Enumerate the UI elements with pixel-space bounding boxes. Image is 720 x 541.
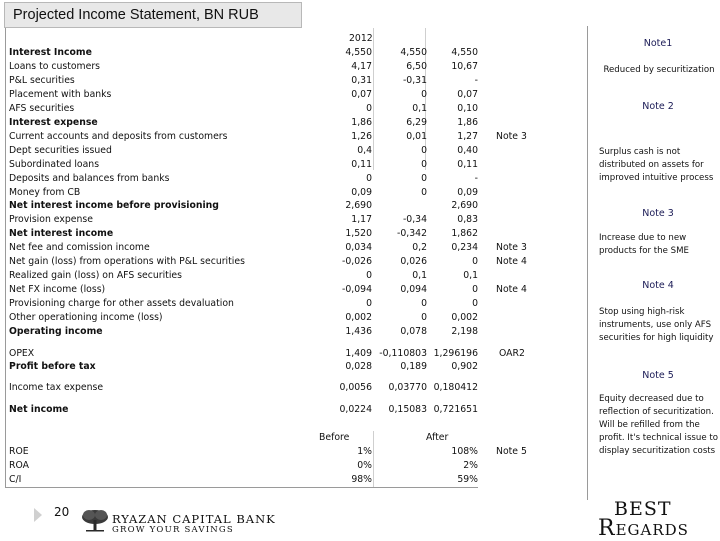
value-change: 0 bbox=[421, 172, 427, 184]
best-logo-text: BEST bbox=[614, 498, 672, 520]
value-change: -0,110803 bbox=[379, 348, 427, 359]
value-change: 4,550 bbox=[400, 47, 427, 58]
value-projected: 0,83 bbox=[457, 214, 478, 226]
value-2012: 1,86 bbox=[351, 116, 372, 128]
row-label: Current accounts and deposits from customers bbox=[9, 130, 228, 142]
value-2012: 1,409 bbox=[345, 348, 372, 359]
value-projected: 0,11 bbox=[457, 158, 478, 170]
bank-name: RYAZAN CAPITAL BANK bbox=[112, 512, 276, 526]
value-2012: 0,034 bbox=[345, 242, 372, 254]
row-label: P&L securities bbox=[9, 74, 75, 86]
value-2012: 0,0224 bbox=[339, 404, 372, 415]
value-projected: - bbox=[474, 74, 478, 86]
row-label: Net interest income before provisioning bbox=[9, 200, 219, 212]
value-change: -0,31 bbox=[402, 74, 427, 86]
value-change: 0,01 bbox=[406, 130, 427, 142]
row-label: Deposits and balances from banks bbox=[9, 172, 170, 184]
value-2012: 0,11 bbox=[351, 158, 372, 170]
note-body: Reduced by securitization bbox=[603, 65, 715, 75]
row-label: Net fee and comission income bbox=[9, 242, 150, 254]
note-title: Note 2 bbox=[642, 101, 674, 112]
value-change: 0,1 bbox=[412, 102, 427, 114]
value-2012: 0 bbox=[366, 270, 372, 282]
note-title: Note 3 bbox=[642, 208, 674, 219]
ratio-after: 2% bbox=[463, 460, 478, 471]
value-projected: 0,09 bbox=[457, 186, 478, 198]
value-2012: 0 bbox=[366, 102, 372, 114]
value-change: 6,50 bbox=[406, 60, 427, 72]
row-label: Placement with banks bbox=[9, 88, 112, 100]
value-projected: 1,862 bbox=[451, 228, 478, 240]
value-change: 0,078 bbox=[400, 326, 427, 337]
note-body: Equity decreased due to reflection of securitization. Will be refilled from the profit. It's technical issue to display securitization costs bbox=[599, 394, 718, 456]
note-title: Note 5 bbox=[642, 370, 674, 381]
value-projected: 0,10 bbox=[457, 102, 478, 114]
value-change: 0 bbox=[421, 144, 427, 156]
row-label: Other operationing income (loss) bbox=[9, 312, 163, 324]
row-note: Note 4 bbox=[496, 256, 527, 268]
value-2012: 0,09 bbox=[351, 186, 372, 198]
value-projected: 4,550 bbox=[451, 47, 478, 58]
note-body: Stop using high-risk instruments, use only AFS securities for high liquidity bbox=[599, 307, 714, 343]
ratio-label: ROE bbox=[9, 446, 29, 457]
value-change: 0 bbox=[421, 158, 427, 170]
note-body: Increase due to new products for the SME bbox=[599, 233, 689, 256]
ratio-label: C/I bbox=[9, 474, 22, 485]
value-change: 0 bbox=[421, 186, 427, 198]
value-change: -0,342 bbox=[397, 228, 427, 240]
row-label: AFS securities bbox=[9, 102, 75, 114]
row-label: Money from CB bbox=[9, 186, 81, 198]
value-2012: 0,07 bbox=[351, 88, 372, 100]
value-2012: 1,17 bbox=[351, 214, 372, 226]
ratio-before: 0% bbox=[357, 460, 372, 471]
value-projected: 0,234 bbox=[451, 242, 478, 254]
value-change: 0 bbox=[421, 88, 427, 100]
value-projected: 1,296196 bbox=[433, 348, 478, 359]
ratio-after: 108% bbox=[451, 446, 478, 457]
row-label: Interest expense bbox=[9, 116, 98, 128]
value-2012: 0,028 bbox=[345, 361, 372, 372]
value-2012: -0,026 bbox=[342, 256, 372, 268]
row-note: Note 4 bbox=[496, 284, 527, 296]
value-projected: 0,902 bbox=[451, 361, 478, 372]
value-change: 0 bbox=[421, 298, 427, 310]
value-change: 0,1 bbox=[412, 270, 427, 282]
value-projected: 0 bbox=[472, 256, 478, 268]
row-label: Net interest income bbox=[9, 228, 114, 240]
page-number: 20 bbox=[54, 505, 70, 519]
value-projected: 2,198 bbox=[451, 326, 478, 337]
note-title: Note 4 bbox=[642, 280, 674, 291]
note-title: Note1 bbox=[643, 38, 673, 49]
year-header: 2012 bbox=[349, 33, 373, 44]
arrow-icon bbox=[34, 508, 42, 522]
value-projected: 0,1 bbox=[463, 270, 478, 282]
row-label: Interest Income bbox=[9, 47, 92, 58]
row-label: Operating income bbox=[9, 326, 103, 337]
value-projected: 0,002 bbox=[451, 312, 478, 324]
value-2012: 0 bbox=[366, 298, 372, 310]
row-label: OPEX bbox=[9, 348, 35, 359]
value-change: 0,03770 bbox=[388, 382, 427, 393]
slide-title: Projected Income Statement, BN RUB bbox=[4, 2, 302, 28]
bank-tagline: GROW YOUR SAVINGS bbox=[112, 525, 234, 535]
value-2012: 1,26 bbox=[351, 130, 372, 142]
row-label: Dept securities issued bbox=[9, 144, 112, 156]
value-2012: 2,690 bbox=[345, 200, 372, 212]
value-projected: 1,86 bbox=[457, 116, 478, 128]
row-label: Net income bbox=[9, 404, 69, 415]
value-projected: 0,180412 bbox=[433, 382, 478, 393]
value-projected: 0,721651 bbox=[433, 404, 478, 415]
value-2012: 0,002 bbox=[345, 312, 372, 324]
row-label: Profit before tax bbox=[9, 361, 96, 372]
row-label: Net gain (loss) from operations with P&L securities bbox=[9, 256, 245, 268]
value-change: 0,15083 bbox=[388, 404, 427, 415]
value-2012: 0,0056 bbox=[339, 382, 372, 393]
ratio-after: 59% bbox=[457, 474, 478, 485]
value-2012: 4,550 bbox=[345, 47, 372, 58]
row-label: Loans to customers bbox=[9, 60, 101, 72]
column-divider bbox=[373, 431, 374, 487]
value-projected: 0 bbox=[472, 284, 478, 296]
value-projected: 1,27 bbox=[457, 130, 478, 142]
value-2012: 0,4 bbox=[357, 144, 372, 156]
row-note: Note 3 bbox=[496, 242, 527, 254]
row-note: OAR2 bbox=[499, 348, 525, 359]
row-label: Net FX income (loss) bbox=[9, 284, 106, 296]
regards-logo-text: REGARDS bbox=[598, 516, 689, 541]
ratio-label: ROA bbox=[9, 460, 29, 471]
ratio-before: 1% bbox=[357, 446, 372, 457]
value-projected: - bbox=[474, 172, 478, 184]
value-change: 0,2 bbox=[412, 242, 427, 254]
row-note: Note 3 bbox=[496, 130, 527, 142]
value-change: 0,094 bbox=[400, 284, 427, 296]
value-change: 0,189 bbox=[400, 361, 427, 372]
row-label: Provision expense bbox=[9, 214, 93, 226]
value-2012: 0,31 bbox=[351, 74, 372, 86]
ratio-before: 98% bbox=[351, 474, 372, 485]
row-label: Provisioning charge for other assets devaluation bbox=[9, 298, 234, 310]
value-2012: 0 bbox=[366, 172, 372, 184]
value-2012: 1,520 bbox=[345, 228, 372, 240]
value-projected: 10,67 bbox=[451, 60, 478, 72]
value-2012: 4,17 bbox=[351, 60, 372, 72]
value-change: 0 bbox=[421, 312, 427, 324]
after-header: After bbox=[426, 432, 449, 443]
value-2012: 1,436 bbox=[345, 326, 372, 337]
tree-logo-icon bbox=[80, 508, 110, 534]
row-label: Subordinated loans bbox=[9, 158, 100, 170]
value-change: -0,34 bbox=[402, 214, 427, 226]
value-projected: 0 bbox=[472, 298, 478, 310]
note-body: Surplus cash is not distributed on assets for improved intuitive process bbox=[599, 147, 714, 183]
value-2012: -0,094 bbox=[342, 284, 372, 296]
value-projected: 2,690 bbox=[451, 200, 478, 212]
value-projected: 0,07 bbox=[457, 88, 478, 100]
value-change: 0,026 bbox=[400, 256, 427, 268]
ratio-note: Note 5 bbox=[496, 446, 527, 457]
value-change: 6,29 bbox=[406, 116, 427, 128]
value-projected: 0,40 bbox=[457, 144, 478, 156]
row-label: Realized gain (loss) on AFS securities bbox=[9, 270, 182, 282]
row-label: Income tax expense bbox=[9, 382, 104, 393]
before-header: Before bbox=[319, 432, 350, 443]
